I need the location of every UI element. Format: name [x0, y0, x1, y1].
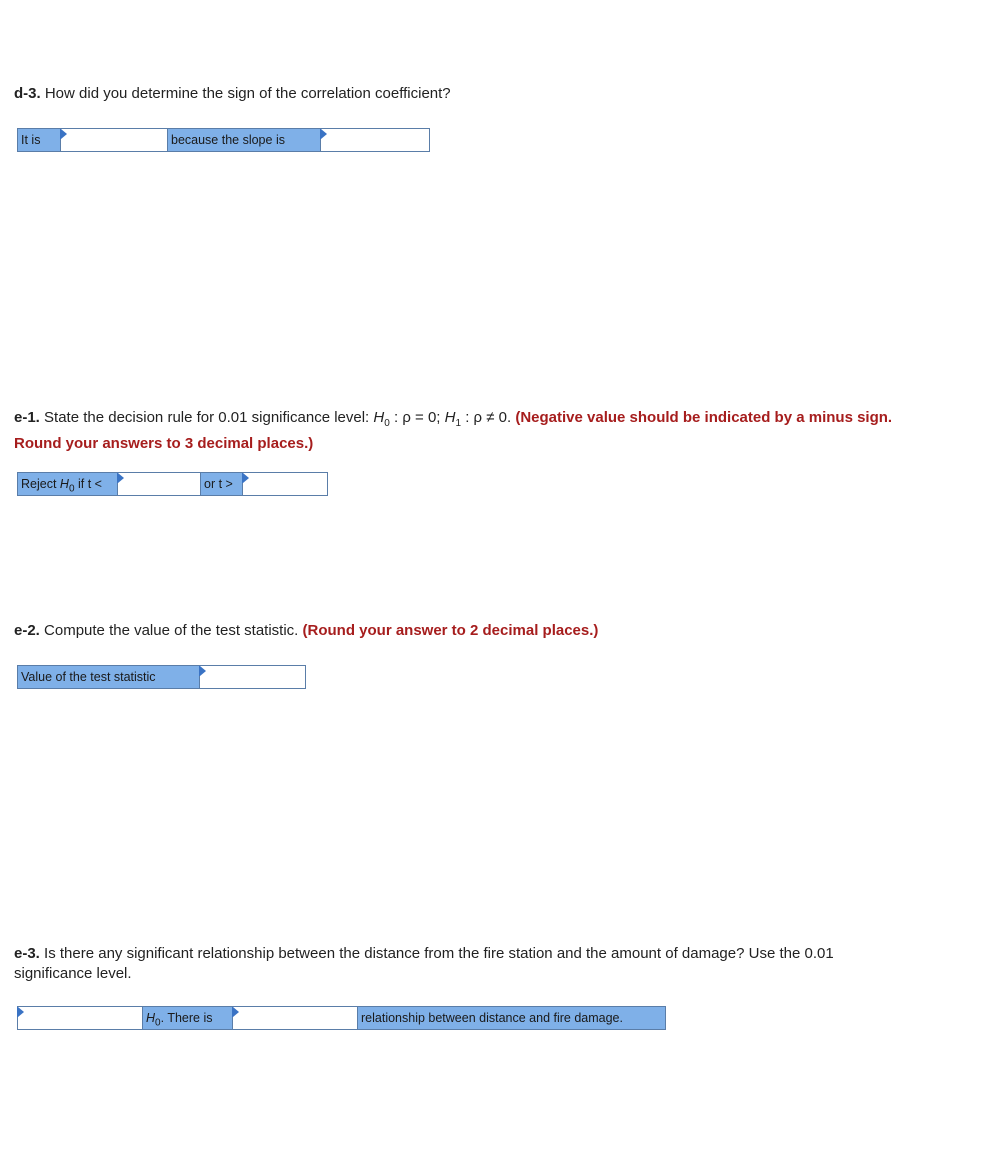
answer-row-e3 — [17, 1006, 666, 1030]
relationship-dropdown[interactable] — [233, 1007, 358, 1029]
lower-critical-input[interactable] — [118, 473, 200, 495]
reject-h-subscript: 0 — [68, 483, 75, 495]
decision-input[interactable] — [18, 1007, 142, 1029]
h0-condition: : ρ = 0; — [389, 409, 441, 426]
question-e2 — [14, 621, 934, 641]
h0-subscript: 0 — [384, 418, 390, 429]
h1-condition: : ρ ≠ 0. — [461, 409, 512, 426]
question-text: State the decision rule for 0.01 significance level: — [44, 409, 370, 426]
question-e3 — [14, 944, 894, 984]
upper-critical-input[interactable] — [243, 473, 327, 495]
h0-subscript: 0 — [155, 1017, 161, 1029]
there-is-label — [143, 1007, 233, 1029]
instruction-text: (Round your answer to 2 decimal places.) — [302, 622, 599, 639]
reject-h-symbol: H — [59, 477, 69, 491]
or-label: or t > — [201, 473, 243, 495]
question-number: e-3. — [14, 945, 40, 962]
answer-row-d3 — [17, 128, 430, 152]
test-statistic-input[interactable] — [200, 666, 305, 688]
instruction-text: (Negative value should be indicated by a minus sign. Round your answers to 3 decimal places.) — [14, 409, 893, 452]
slope-input[interactable] — [321, 129, 429, 151]
question-text: How did you determine the sign of the correlation coefficient? — [44, 85, 451, 102]
test-statistic-field[interactable] — [200, 666, 305, 688]
slope-dropdown[interactable] — [321, 129, 429, 151]
relationship-label: relationship between distance and fire damage. — [358, 1007, 665, 1029]
decision-dropdown[interactable] — [18, 1007, 143, 1029]
question-number: d-3. — [14, 85, 41, 102]
question-number: e-2. — [14, 622, 40, 639]
h1-subscript: 1 — [455, 418, 462, 429]
h0-symbol: H — [146, 1011, 156, 1025]
answer-row-e2 — [17, 665, 306, 689]
reject-label — [18, 473, 118, 495]
test-statistic-label: Value of the test statistic — [18, 666, 200, 688]
answer-label: because the slope is — [168, 129, 321, 151]
reject-prefix: Reject — [21, 477, 57, 491]
reject-suffix: if t < — [78, 477, 102, 491]
question-text: Compute the value of the test statistic. — [44, 622, 299, 639]
relationship-input[interactable] — [233, 1007, 357, 1029]
question-number: e-1. — [14, 409, 40, 426]
question-e1 — [14, 408, 934, 454]
question-text: Is there any significant relationship between the distance from the fire station and the amount of damage? Use the 0.01 significance level. — [14, 945, 834, 982]
upper-critical-value-field[interactable] — [243, 473, 327, 495]
h1-symbol: H — [444, 409, 456, 426]
sign-input[interactable] — [61, 129, 167, 151]
answer-row-e1 — [17, 472, 328, 496]
answer-label: It is — [18, 129, 61, 151]
question-d3 — [14, 84, 934, 104]
lower-critical-value-field[interactable] — [118, 473, 201, 495]
sign-dropdown[interactable] — [61, 129, 168, 151]
there-is-text: . There is — [160, 1011, 213, 1025]
h0-symbol: H — [373, 409, 385, 426]
